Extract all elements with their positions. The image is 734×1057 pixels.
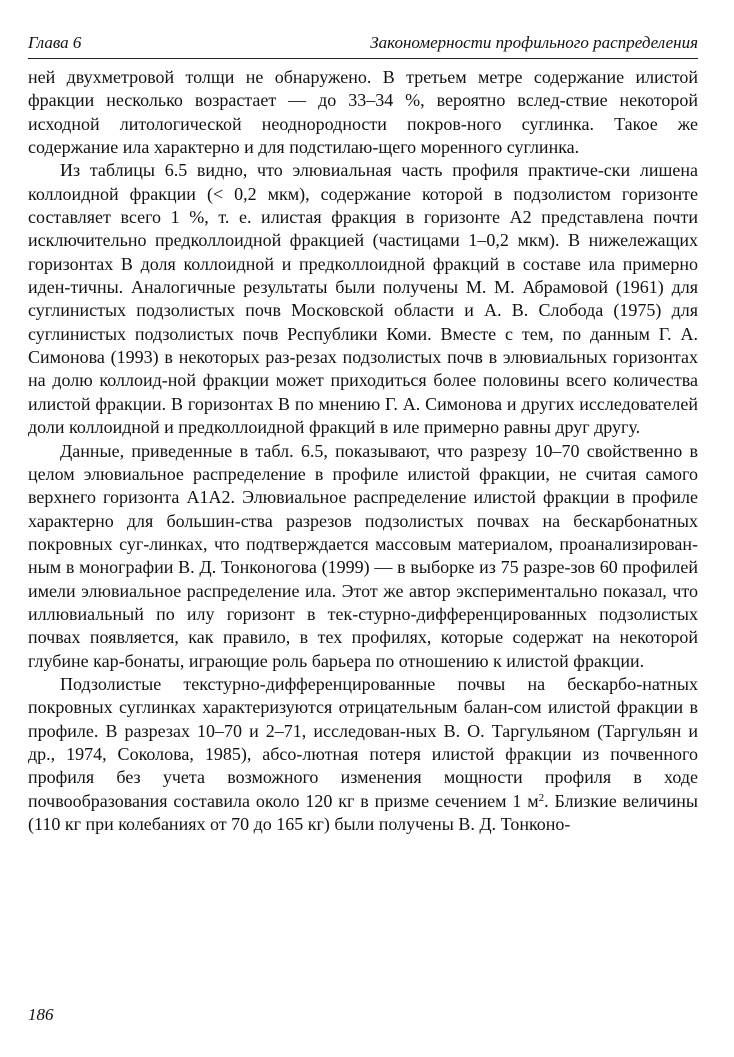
superscript-2: 2 — [538, 791, 545, 804]
paragraph-3: Данные, приведенные в табл. 6.5, показывают, что разрезу 10–70 свойственно в целом элювиальное распределение в профиле илистой фракции, не считая самого верхнего горизонта А1А2. Элювиальное распределение илистой фракции в профиле характерно для большин-ства разрезов подзолистых почвах на бескарбонатных покровных суг-линках, что подтверждается массовым материалом, проанализирован-ным в монографии В. Д. Тонконогова (1999) — в выборке из 75 разре-зов 60 профилей имели элювиальное распределение ила. Этот же автор экспериментально показал, что иллювиальный по илу горизонт в тек-стурно-дифференцированных подзолистых почвах появляется, как правило, в тех профилях, которые содержат на некоторой глубине кар-бонаты, играющие роль барьера по отношению к илистой фракции. — [28, 440, 698, 671]
paragraph-4 — [28, 673, 698, 836]
page-number: 186 — [28, 1005, 54, 1024]
chapter-label: Глава 6 — [28, 33, 82, 52]
paragraph-1: ней двухметровой толщи не обнаружено. В третьем метре содержание илистой фракции несколько возрастает — до 33–34 %, вероятно вслед-ствие некоторой исходной литологической неоднородности покров-ного суглинка. Такое же содержание ила характерно и для подстилаю-щего моренного суглинка. — [28, 67, 698, 158]
running-header — [28, 28, 698, 54]
paragraph-4-tail: . Близкие величины (110 кг при колебаниях от 70 до 165 кг) были получены В. Д. Тонконо- — [28, 790, 698, 834]
chapter-title: Закономерности профильного распределения — [370, 33, 698, 52]
header-rule — [28, 58, 698, 59]
page-body — [28, 66, 698, 836]
paragraph-2: Из таблицы 6.5 видно, что элювиальная часть профиля практиче-ски лишена коллоидной фракции (< 0,2 мкм), содержание которой в подзолистом горизонте составляет всего 1 %, т. е. илистая фракция в горизонте А2 представлена почти исключительно предколлоидной фракцией (частицами 1–0,2 мкм). В нижележащих горизонтах В доля коллоидной и предколлоидной фракций в составе ила примерно иден-тичны. Аналогичные результаты были получены М. М. Абрамовой (1961) для суглинистых подзолистых почв Московской области и А. В. Слобода (1975) для суглинистых подзолистых почв Республики Коми. Вместе с тем, по данным Г. А. Симонова (1993) в некоторых раз-резах подзолистых почв в элювиальных горизонтах на долю коллоид-ной фракции может приходиться более половины всего количества илистой фракции. В горизонтах В по мнению Г. А. Симонова и других исследователей доли коллоидной и предколлоидной фракций в иле примерно равны друг другу. — [28, 160, 698, 438]
paragraph-4-text: Подзолистые текстурно-дифференцированные почвы на бескарбо-натных покровных суглинках характеризуются отрицательным балан-сом илистой фракции в профиле. В разрезах 10–70 и 2–71, исследован-ных В. О. Таргульяном (Таргульян и др., 1974, Соколова, 1985), абсо-лютная потеря илистой фракции из почвенного профиля без учета возможного изменения мощности профиля в ходе почвообразования составила около 120 кг в призме сечением 1 м — [28, 673, 698, 811]
